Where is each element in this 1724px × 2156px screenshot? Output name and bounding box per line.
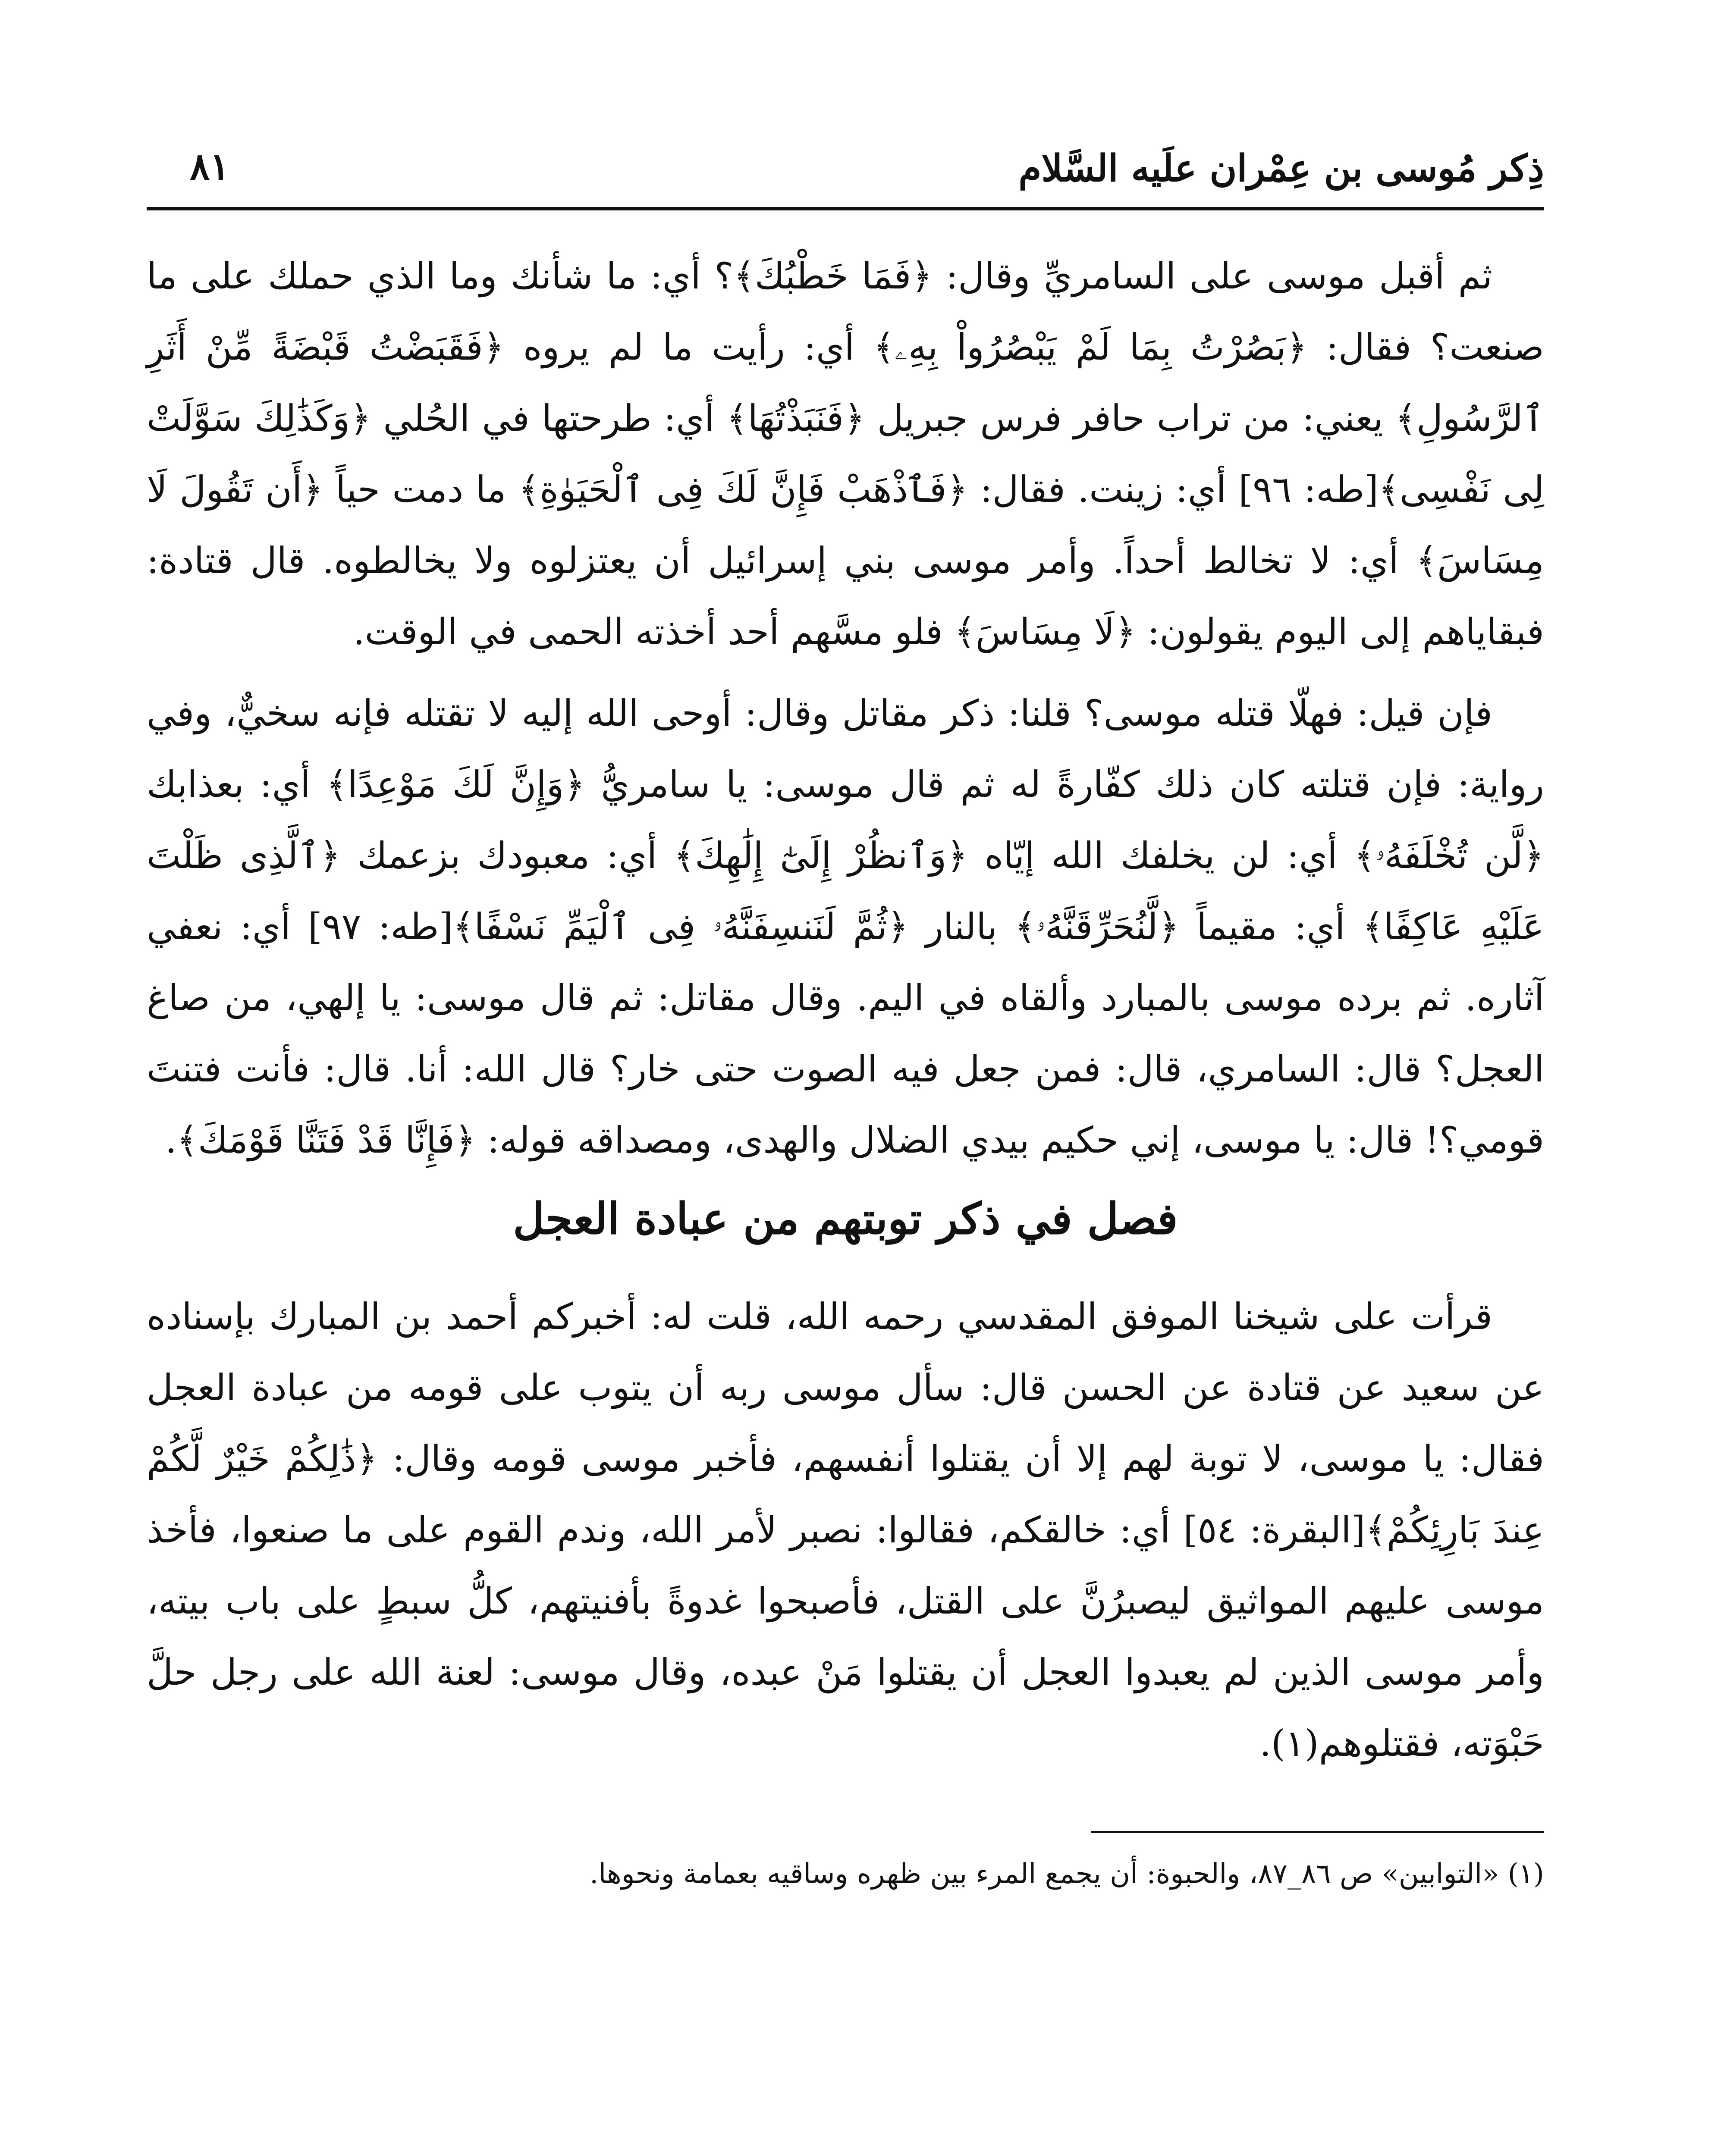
paragraph: فإن قيل: فهلّا قتله موسى؟ قلنا: ذكر مقاتل وقال: أوحى الله إليه لا تقتله فإنه سخيٌّ، وفي رواية: فإن قتلته كان ذلك كفّارةً له ثم قال موسى: يا سامريُّ ﴿وَإِنَّ لَكَ مَوْعِدًا﴾ أي: بعذابك ﴿لَّن تُخْلَفَهُۥ﴾ أي: لن يخلفك الله إيّاه ﴿وَٱنظُرْ إِلَىٰٓ إِلَٰهِكَ﴾ أي: معبودك بزعمك ﴿ٱلَّذِى ظَلْتَ عَلَيْهِ عَاكِفًا﴾ أي: مقيماً ﴿لَّنُحَرِّقَنَّهُۥ﴾ بالنار ﴿ثُمَّ لَنَنسِفَنَّهُۥ فِى ٱلْيَمِّ نَسْفًا﴾[طه: ٩٧] أي: نعفي آثاره. ثم برده موسى بالمبارد وألقاه في اليم. وقال مقاتل: ثم قال موسى: يا إلهي، من صاغ العجل؟ قال: السامري، قال: فمن جعل فيه الصوت حتى خار؟ قال الله: أنا. قال: فأنت فتنتَ قومي؟! قال: يا موسى، إني حكيم بيدي الضلال والهدى، ومصداقه قوله: ﴿فَإِنَّا قَدْ فَتَنَّا قَوْمَكَ﴾. <box>147 692 1545 1161</box>
book-page <box>147 129 1544 2156</box>
page-number: ٨١ <box>190 145 230 188</box>
paragraph: ثم أقبل موسى على السامريِّ وقال: ﴿فَمَا خَطْبُكَ﴾؟ أي: ما شأنك وما الذي حملك على ما صنعت؟ فقال: ﴿بَصُرْتُ بِمَا لَمْ يَبْصُرُواْ بِهِۦ﴾ أي: رأيت ما لم يروه ﴿فَقَبَضْتُ قَبْضَةً مِّنْ أَثَرِ ٱلرَّسُولِ﴾ يعني: من تراب حافر فرس جبريل ﴿فَنَبَذْتُهَا﴾ أي: طرحتها في الحُلي ﴿وَكَذَٰلِكَ سَوَّلَتْ لِى نَفْسِى﴾[طه: ٩٦] أي: زينت. فقال: ﴿فَٱذْهَبْ فَإِنَّ لَكَ فِى ٱلْحَيَوٰةِ﴾ ما دمت حياً ﴿أَن تَقُولَ لَا مِسَاسَ﴾ أي: لا تخالط أحداً. وأمر موسى بني إسرائيل أن يعتزلوه ولا يخالطوه. قال قتادة: فبقاياهم إلى اليوم يقولون: ﴿لَا مِسَاسَ﴾ فلو مسَّهم أحد أخذته الحمى في الوقت. <box>147 255 1544 653</box>
page-header <box>147 129 1544 210</box>
body-text <box>147 241 1544 1779</box>
footnote-divider <box>1091 1831 1544 1833</box>
running-title: ذِكر مُوسى بن عِمْران علَيه السَّلام <box>1018 147 1544 190</box>
footnote: (١) «التوابين» ص ٨٦_٨٧، والحبوة: أن يجمع المرء بين ظهره وساقيه بعمامة ونحوها. <box>589 1858 1544 1890</box>
section-title: فصل في ذكر توبتهم من عبادة العجل <box>513 1193 1178 1244</box>
paragraph: قرأت على شيخنا الموفق المقدسي رحمه الله، قلت له: أخبركم أحمد بن المبارك بإسناده عن سعيد عن قتادة عن الحسن قال: سأل موسى ربه أن يتوب على قومه من عبادة العجل فقال: يا موسى، لا توبة لهم إلا أن يقتلوا أنفسهم، فأخبر موسى قومه وقال: ﴿ذَٰلِكُمْ خَيْرٌ لَّكُمْ عِندَ بَارِئِكُمْ﴾[البقرة: ٥٤] أي: خالقكم، فقالوا: نصبر لأمر الله، وندم القوم على ما صنعوا، فأخذ موسى عليهم المواثيق ليصبرُنَّ على القتل، فأصبحوا غدوةً بأفنيتهم، كلُّ سبطٍ على باب بيته، وأمر موسى الذين لم يعبدوا العجل أن يقتلوا مَنْ عبده، وقال موسى: لعنة الله على رجل حلَّ حَبْوَته، فقتلوهم(١). <box>147 1295 1544 1764</box>
